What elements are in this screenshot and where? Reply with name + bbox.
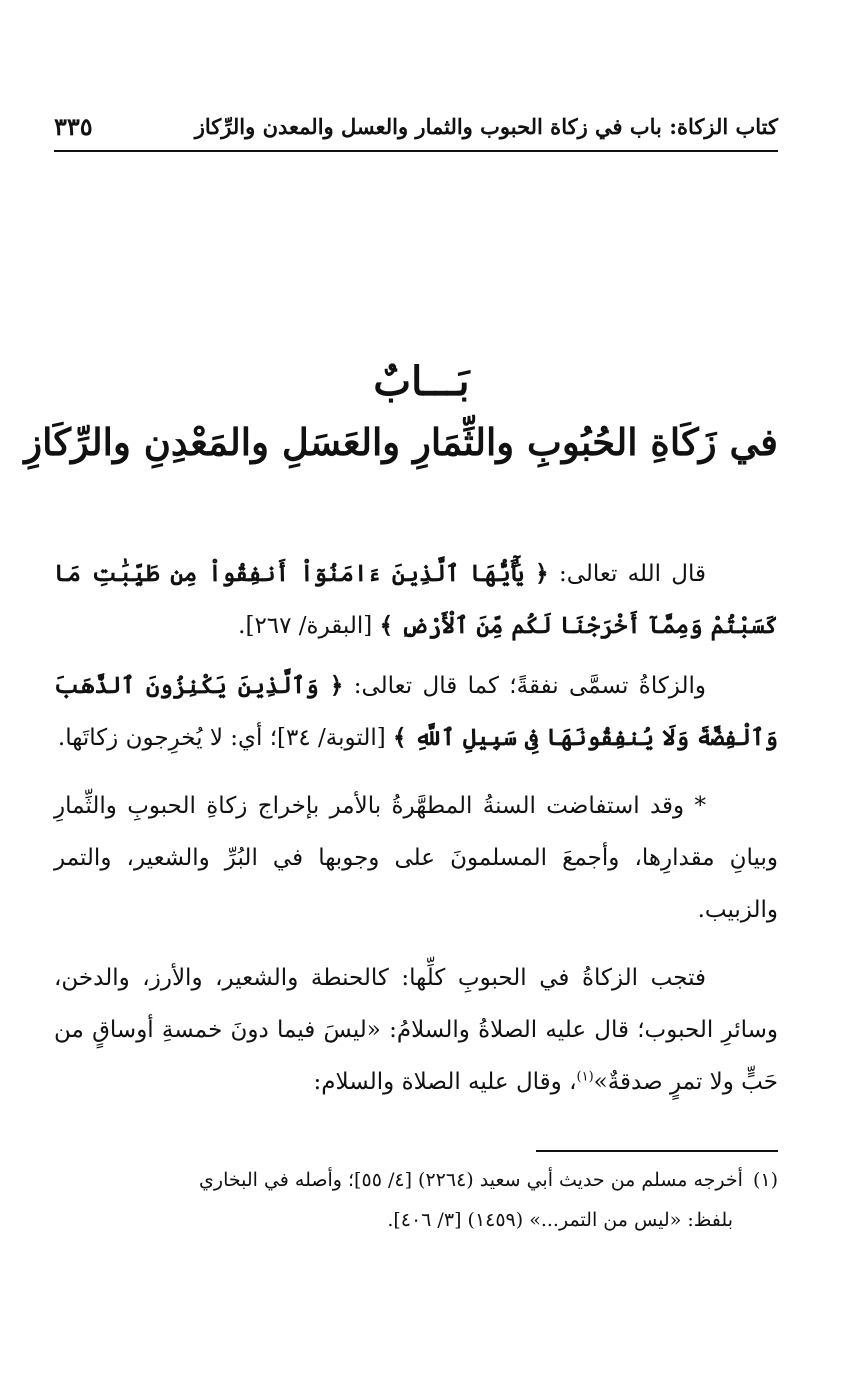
footnote-text-line1: أخرجه مسلم من حديث أبي سعيد (٢٢٦٤) [٤/ ٥٥]؛ وأصله في البخاري bbox=[199, 1169, 743, 1191]
paragraph-3: * وقد استفاضت السنةُ المطهَّرةُ بالأمر بإخراج زكاةِ الحبوبِ والثِّمارِ وبيانِ مقدارِها، وأجمعَ المسلمونَ على وجوبها في البُرِّ والشعير، والتمر والزبيب. bbox=[54, 793, 778, 923]
main-text bbox=[54, 548, 778, 1116]
paragraph-1 bbox=[54, 548, 778, 652]
footnote-number: (١) bbox=[752, 1169, 778, 1191]
paragraph-intro: والزكاةُ تسمَّى نفقةً؛ كما قال تعالى: bbox=[343, 673, 706, 699]
footnote-ref[interactable]: (١) bbox=[576, 1069, 594, 1085]
running-title: كتاب الزكاة: باب في زكاة الحبوب والثمار والعسل والمعدن والرِّكاز bbox=[194, 114, 778, 139]
verse-reference: [التوبة/ ٣٤]؛ أي: لا يُخرِجون زكاتَها. bbox=[57, 725, 394, 751]
footnote-divider bbox=[536, 1150, 778, 1152]
quran-verse: ﴿ وَٱلَّذِينَ يَكْنِزُونَ ٱلذَّهَبَ وَٱلْفِضَّةَ وَلَا يُنفِقُونَهَا فِى سَبِيلِ ٱللَّهِ ﴾ bbox=[54, 672, 778, 751]
footnote-text-line2: بلفظ: «ليس من التمر...» (١٤٥٩) [٣/ ٤٠٦]. bbox=[387, 1209, 733, 1231]
quran-verse: ﴿ يَٰٓأَيُّهَا ٱلَّذِينَ ءَامَنُوٓاْ أَنفِقُواْ مِن طَيِّبَٰتِ مَا كَسَبْتُمْ وَمِمَّآ أَخْرَجْنَا لَكُم مِّنَ ٱلْأَرْضِ ﴾ bbox=[54, 560, 778, 639]
paragraph-2 bbox=[54, 660, 778, 764]
chapter-heading: بَـــابٌ bbox=[373, 358, 470, 405]
chapter-title: في زَكَاةِ الحُبُوبِ والثِّمَارِ والعَسَلِ والمَعْدِنِ والرِّكَازِ bbox=[24, 420, 778, 464]
paragraph-text: فتجب الزكاةُ في الحبوبِ كلِّها: كالحنطة والشعير، والأرز، والدخن، وسائرِ الحبوب؛ قال عليه الصلاةُ والسلامُ: «ليسَ فيما دونَ خمسةِ أوساقٍ من حَبٍّ ولا تمرٍ صدقةٌ» bbox=[54, 965, 778, 1095]
paragraph-intro: قال الله تعالى: bbox=[548, 561, 707, 587]
footnote-item bbox=[54, 1160, 778, 1240]
verse-reference: [البقرة/ ٢٦٧]. bbox=[238, 613, 380, 639]
page-number: ٣٣٥ bbox=[54, 112, 93, 141]
page-header bbox=[54, 108, 778, 152]
paragraph-text-continued: ، وقال عليه الصلاة والسلام: bbox=[313, 1069, 577, 1095]
footnotes bbox=[54, 1160, 778, 1240]
paragraph-4 bbox=[54, 952, 778, 1108]
